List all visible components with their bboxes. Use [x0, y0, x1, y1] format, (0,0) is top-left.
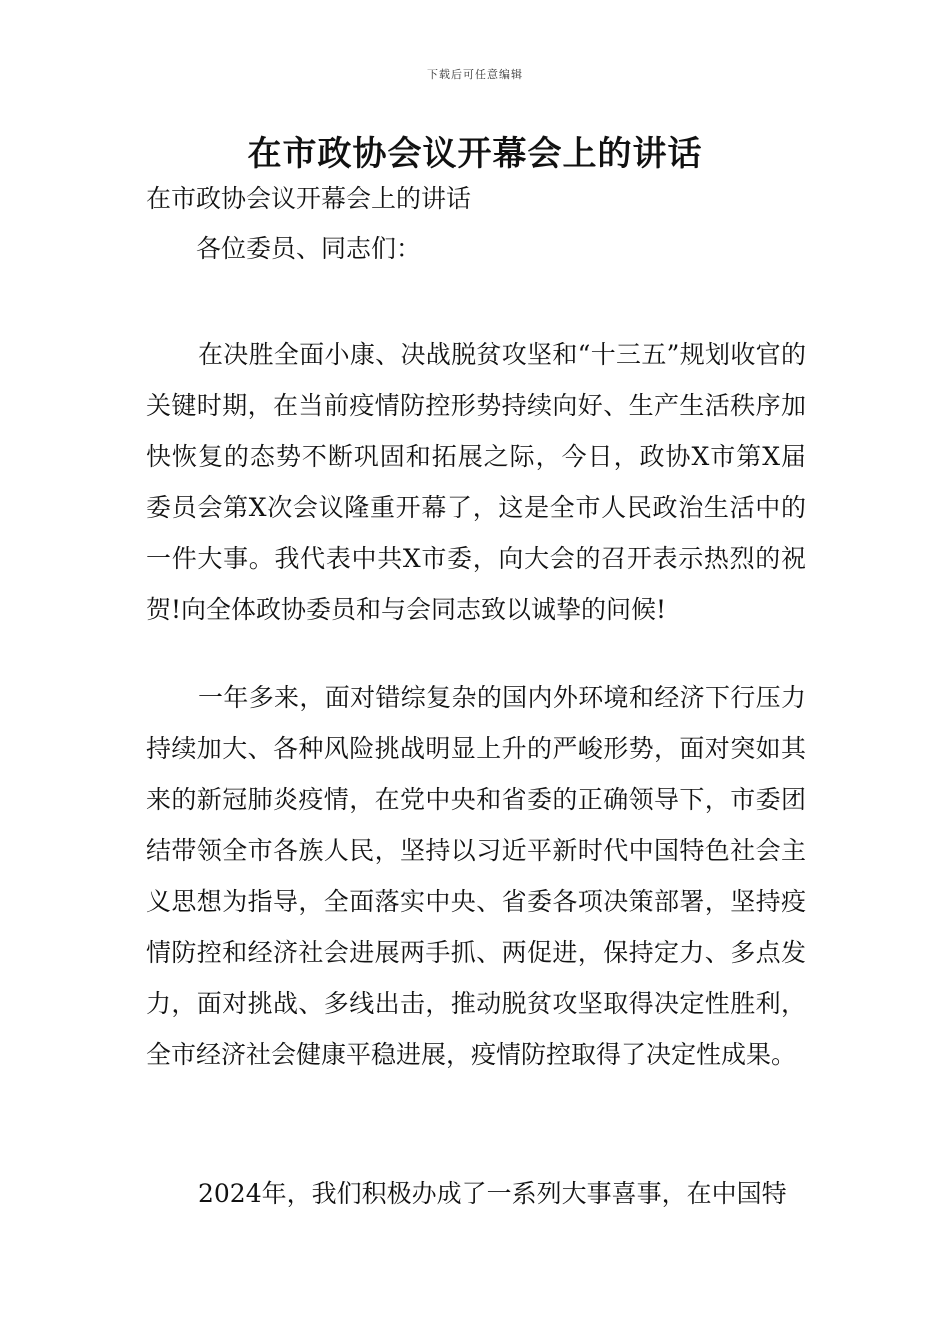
- paragraph: 2024年，我们积极办成了一系列大事喜事，在中国特: [198, 1179, 787, 1208]
- salutation: 各位委员、同志们：: [196, 234, 422, 263]
- paragraph: 一年多来，面对错综复杂的国内外环境和经济下行压力持续加大、各种风险挑战明显上升的严峻形势，面对突如其来的新冠肺炎疫情，在党中央和省委的正确领导下，市委团结带领全市各族人民，坚持以习近平新时代中国特色社会主义思想为指导，全面落实中央、省委各项决策部署，坚持疫情防控和经济社会进展两手抓、两促进，保持定力、多点发力，面对挑战、多线出击，推动脱贫攻坚取得决定性胜利，全市经济社会健康平稳进展，疫情防控取得了决定性成果。: [146, 683, 806, 1069]
- document-title: 在市政协会议开幕会上的讲话: [247, 134, 703, 174]
- document-subtitle: 在市政协会议开幕会上的讲话: [146, 184, 472, 213]
- header-note: 下载后可任意编辑: [427, 68, 523, 81]
- paragraph: 在决胜全面小康、决战脱贫攻坚和“十三五”规划收官的关键时期，在当前疫情防控形势持续向好、生产生活秩序加快恢复的态势不断巩固和拓展之际，今日，政协X市第X届委员会第X次会议隆重开幕了，这是全市人民政治生活中的一件大事。我代表中共X市委，向大会的召开表示热烈的祝贺!向全体政协委员和与会同志致以诚挚的问候!: [146, 340, 806, 624]
